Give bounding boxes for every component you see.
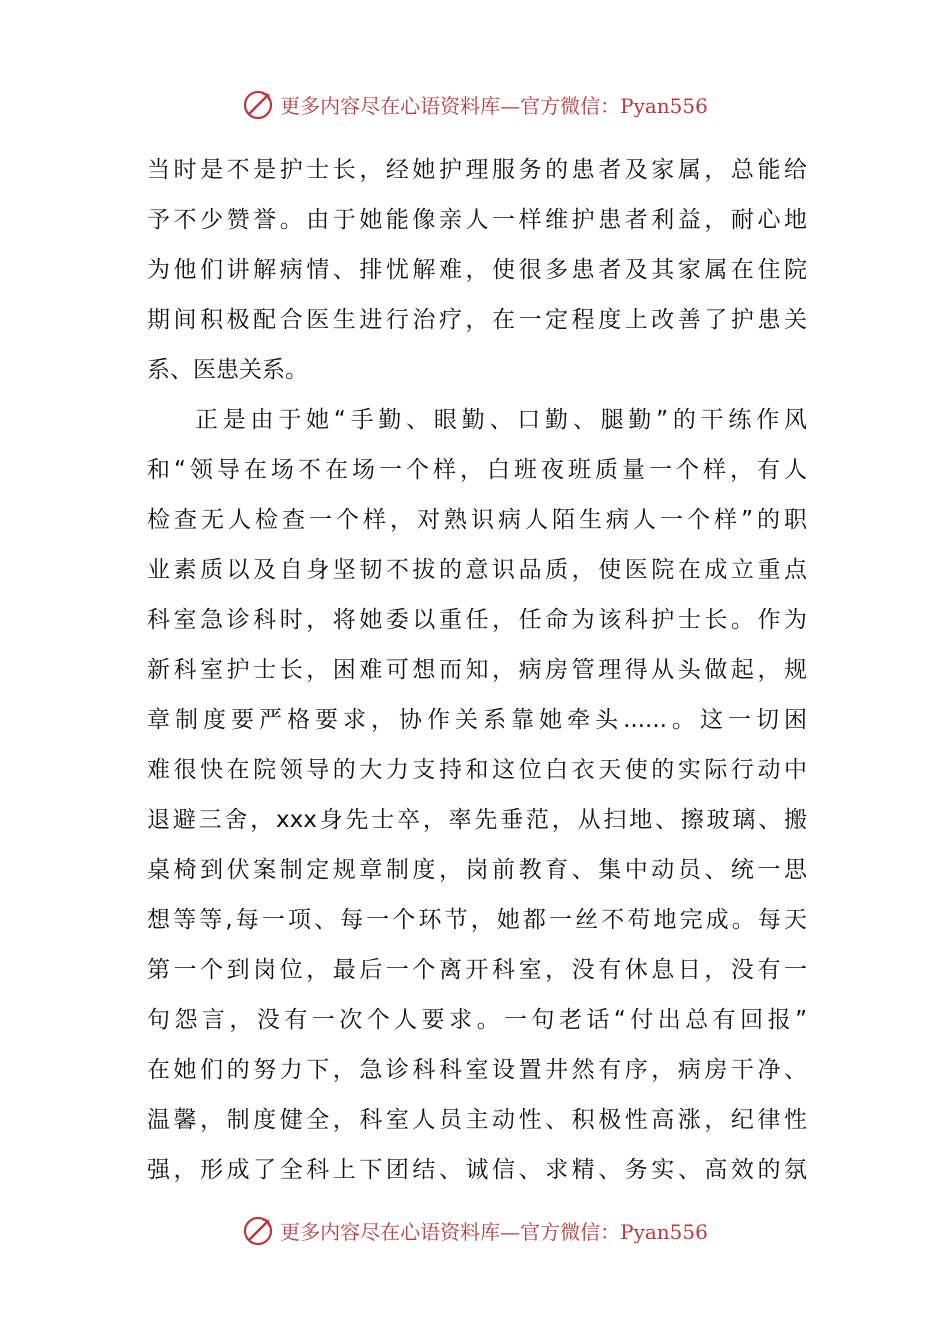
text-line: 系、医患关系。 [147, 357, 308, 383]
footer-banner [0, 1210, 950, 1250]
text-line: 难很快在院领导的大力支持和这位白衣天使的实际行动中 [147, 757, 807, 783]
text-line: 新科室护士长，困难可想而知，病房管理得从头做起，规 [147, 657, 807, 683]
text-line: 正是由于她“手勤、眼勤、口勤、腿勤”的干练作风 [195, 407, 807, 433]
quill-pen-logo-icon [242, 1213, 276, 1247]
text-line: 和“领导在场不在场一个样，白班夜班质量一个样，有人 [147, 457, 807, 483]
text-line: 章制度要严格要求，协作关系靠她牵头......。这一切困 [147, 707, 807, 733]
footer-banner-text: 更多内容尽在心语资料库—官方微信：Pyan556 [280, 1219, 708, 1244]
text-line: 想等等,每一项、每一个环节，她都一丝不苟地完成。每天 [147, 907, 807, 933]
quill-pen-logo-icon [242, 87, 276, 121]
text-line: 当时是不是护士长，经她护理服务的患者及家属，总能给 [147, 157, 807, 183]
text-line: 桌椅到伏案制定规章制度，岗前教育、集中动员、统一思 [147, 857, 807, 883]
text-line: 强，形成了全科上下团结、诚信、求精、务实、高效的氛 [147, 1157, 807, 1183]
text-line: 第一个到岗位，最后一个离开科室，没有休息日，没有一 [147, 957, 807, 983]
text-line: 在她们的努力下，急诊科科室设置井然有序，病房干净、 [147, 1057, 807, 1083]
paragraph-2 [147, 395, 807, 1195]
paragraph-1 [147, 145, 807, 395]
text-line: 科室急诊科时，将她委以重任，任命为该科护士长。作为 [147, 607, 807, 633]
text-line: 期间积极配合医生进行治疗，在一定程度上改善了护患关 [147, 307, 807, 333]
header-banner [0, 84, 950, 124]
text-line: 检查无人检查一个样，对熟识病人陌生病人一个样”的职 [147, 507, 807, 533]
text-line: 予不少赞誉。由于她能像亲人一样维护患者利益，耐心地 [147, 207, 807, 233]
text-line: 温馨，制度健全，科室人员主动性、积极性高涨，纪律性 [147, 1107, 807, 1133]
text-line: 为他们讲解病情、排忧解难，使很多患者及其家属在住院 [147, 257, 807, 283]
header-banner-text: 更多内容尽在心语资料库—官方微信：Pyan556 [280, 93, 708, 118]
text-line: 退避三舍，xxx身先士卒，率先垂范，从扫地、擦玻璃、搬 [147, 807, 807, 833]
text-line: 句怨言，没有一次个人要求。一句老话“付出总有回报” [147, 1007, 807, 1033]
document-body [147, 145, 807, 1195]
text-line: 业素质以及自身坚韧不拔的意识品质，使医院在成立重点 [147, 557, 807, 583]
